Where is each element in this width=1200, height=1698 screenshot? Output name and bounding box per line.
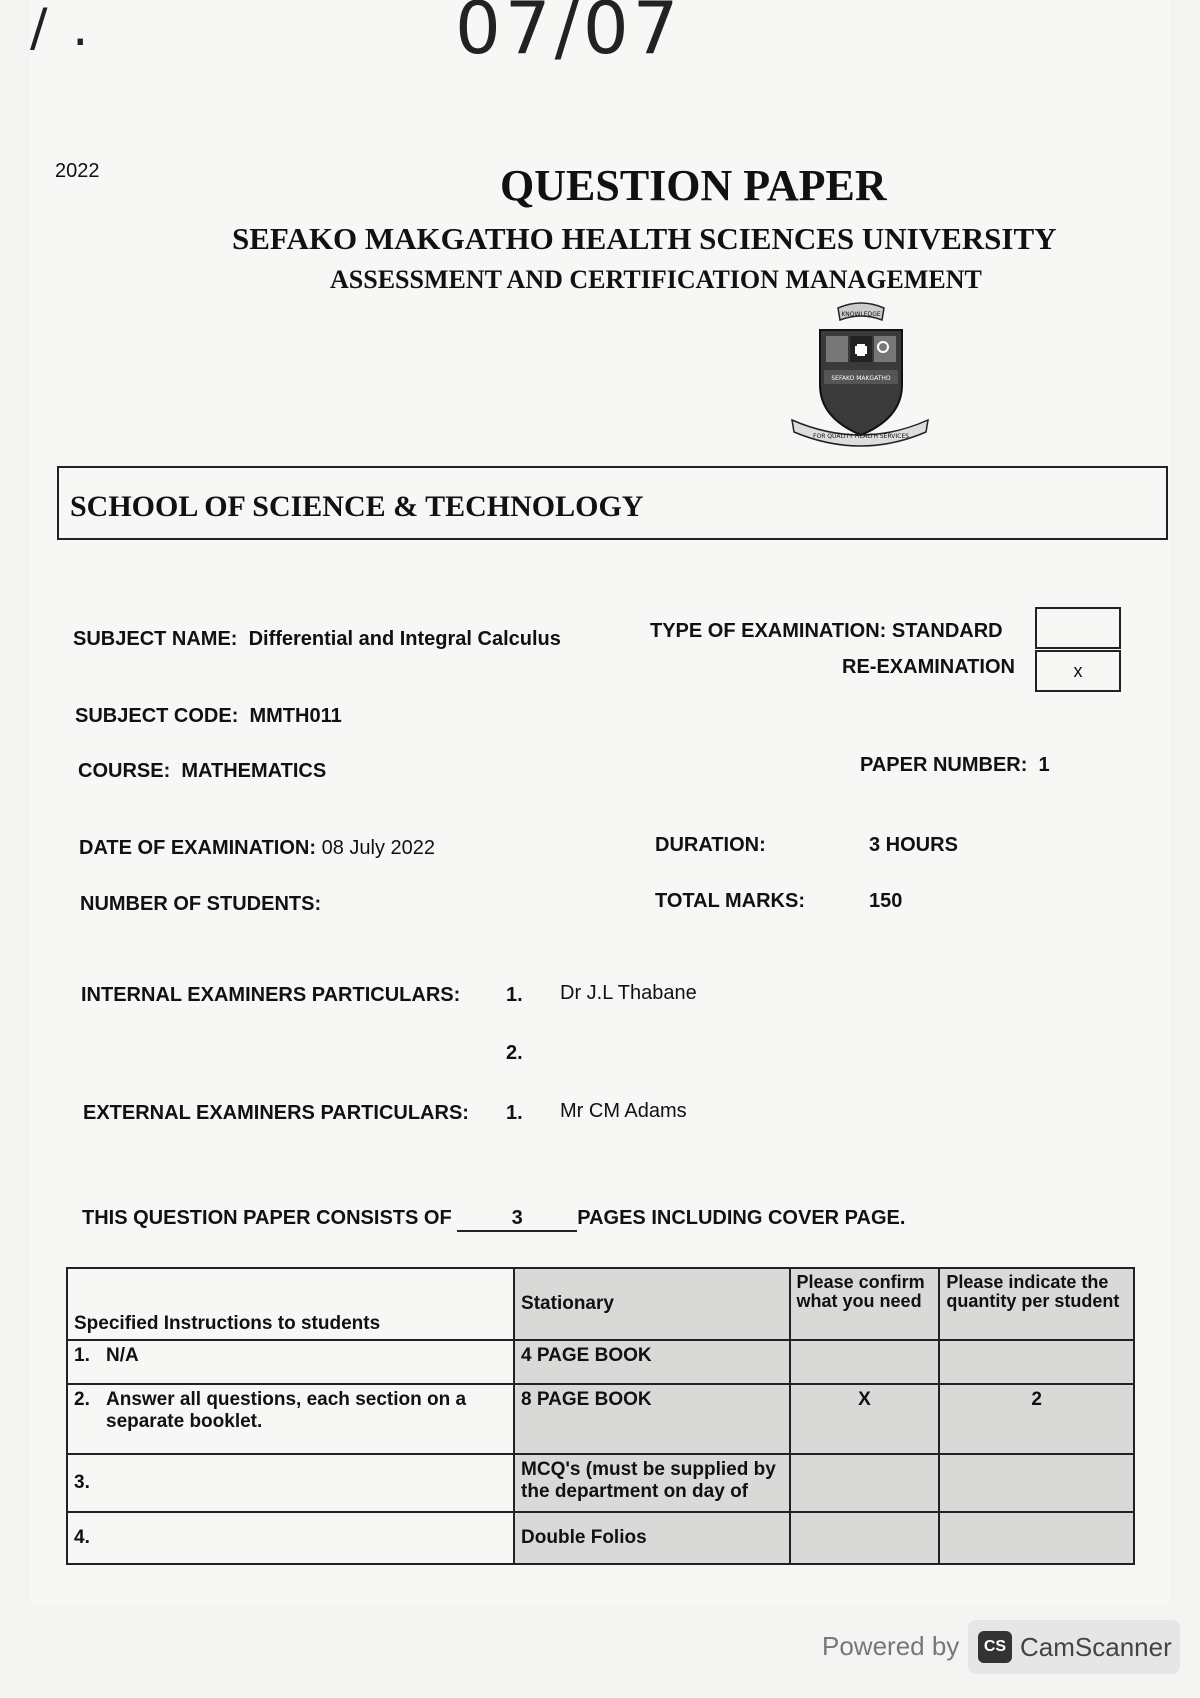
table-header-row — [67, 1268, 1134, 1340]
university-crest-logo — [790, 300, 930, 450]
date-value: 08 July 2022 — [321, 837, 436, 859]
stationary-cell: MCQ's (must be supplied by the department on day of — [514, 1454, 790, 1512]
confirm-cell[interactable] — [790, 1512, 940, 1564]
table-row — [67, 1384, 1134, 1454]
paper-number-label: PAPER NUMBER: — [860, 754, 1028, 776]
internal-examiner-1-num: 1. — [506, 984, 523, 1006]
students-label: NUMBER OF STUDENTS: — [80, 893, 322, 915]
crest-motto-bottom: FOR QUALITY HEALTH SERVICES — [813, 433, 909, 440]
camscanner-badge — [968, 1620, 1180, 1674]
crest-name: SEFAKO MAKGATHO — [831, 375, 891, 382]
external-examiner-1-num: 1. — [506, 1102, 523, 1124]
course-value: MATHEMATICS — [181, 760, 327, 782]
table-row — [67, 1512, 1134, 1564]
header-confirm: Please confirm what you need — [790, 1268, 940, 1340]
duration-label: DURATION: — [655, 834, 766, 856]
instruction-cell — [67, 1512, 514, 1564]
handwritten-page-ref: 07/07 — [455, 0, 683, 70]
instructions-table — [66, 1267, 1135, 1565]
department-name: ASSESSMENT AND CERTIFICATION MANAGEMENT — [330, 265, 982, 294]
table-row — [67, 1454, 1134, 1512]
subject-name-value: Differential and Integral Calculus — [248, 628, 561, 650]
reexam-label: RE-EXAMINATION — [842, 656, 1015, 678]
date-label: DATE OF EXAMINATION: — [79, 837, 317, 859]
handwritten-tick: / . — [30, 0, 93, 58]
stationary-cell: 8 PAGE BOOK — [514, 1384, 790, 1454]
confirm-cell[interactable] — [790, 1340, 940, 1384]
internal-examiners-label: INTERNAL EXAMINERS PARTICULARS: — [81, 984, 461, 1006]
external-examiners-label: EXTERNAL EXAMINERS PARTICULARS: — [83, 1102, 469, 1124]
standard-checkbox[interactable] — [1035, 607, 1121, 649]
pages-count: 3 — [457, 1207, 577, 1232]
quantity-cell[interactable] — [939, 1340, 1134, 1384]
university-name: SEFAKO MAKGATHO HEALTH SCIENCES UNIVERSITY — [232, 221, 1057, 256]
course-label: COURSE: — [78, 760, 171, 782]
pages-suffix: PAGES INCLUDING COVER PAGE. — [577, 1207, 906, 1229]
total-marks-value: 150 — [869, 890, 903, 912]
camscanner-brand: CamScanner — [1020, 1632, 1172, 1662]
confirm-cell[interactable]: X — [790, 1384, 940, 1454]
page-title: QUESTION PAPER — [500, 161, 887, 210]
internal-examiner-1-name: Dr J.L Thabane — [560, 982, 697, 1004]
row-number: 3. — [74, 1472, 90, 1493]
internal-examiner-2-num: 2. — [506, 1042, 523, 1064]
camscanner-logo-icon: CS — [978, 1631, 1012, 1663]
header-quantity: Please indicate the quantity per student — [939, 1268, 1134, 1340]
paper-number-value: 1 — [1038, 754, 1050, 776]
school-name: SCHOOL OF SCIENCE & TECHNOLOGY — [70, 490, 644, 523]
stationary-cell: Double Folios — [514, 1512, 790, 1564]
quantity-cell[interactable] — [939, 1454, 1134, 1512]
subject-name-label: SUBJECT NAME: — [73, 628, 238, 650]
instruction-text: N/A — [106, 1345, 139, 1366]
row-number: 4. — [74, 1527, 90, 1548]
header-stationary: Stationary — [514, 1268, 790, 1340]
row-number: 1. — [74, 1345, 90, 1366]
course-row — [78, 760, 326, 783]
date-row — [79, 837, 435, 860]
subject-name-row — [73, 628, 561, 651]
subject-code-label: SUBJECT CODE: — [75, 705, 239, 727]
pages-statement — [82, 1207, 905, 1232]
header-instructions: Specified Instructions to students — [67, 1268, 514, 1340]
subject-code-value: MMTH011 — [249, 705, 342, 727]
crest-motto-top: KNOWLEDGE — [841, 311, 881, 318]
confirm-cell[interactable] — [790, 1454, 940, 1512]
quantity-cell[interactable] — [939, 1512, 1134, 1564]
exam-type-label: TYPE OF EXAMINATION: STANDARD — [650, 620, 1003, 642]
instruction-cell — [67, 1454, 514, 1512]
instruction-text: Answer all questions, each section on a separate booklet. — [106, 1389, 467, 1432]
year: 2022 — [55, 160, 100, 182]
row-number: 2. — [74, 1389, 90, 1410]
external-examiner-1-name: Mr CM Adams — [560, 1100, 687, 1122]
subject-code-row — [75, 705, 342, 728]
quantity-cell[interactable]: 2 — [939, 1384, 1134, 1454]
pages-prefix: THIS QUESTION PAPER CONSISTS OF — [82, 1207, 452, 1229]
instruction-cell — [67, 1340, 514, 1384]
stationary-cell: 4 PAGE BOOK — [514, 1340, 790, 1384]
total-marks-label: TOTAL MARKS: — [655, 890, 805, 912]
table-row — [67, 1340, 1134, 1384]
paper-number-row — [860, 754, 1050, 777]
duration-value: 3 HOURS — [869, 834, 958, 856]
instruction-cell — [67, 1384, 514, 1454]
reexam-checkbox[interactable]: x — [1035, 650, 1121, 692]
powered-by-text: Powered by — [822, 1631, 960, 1661]
